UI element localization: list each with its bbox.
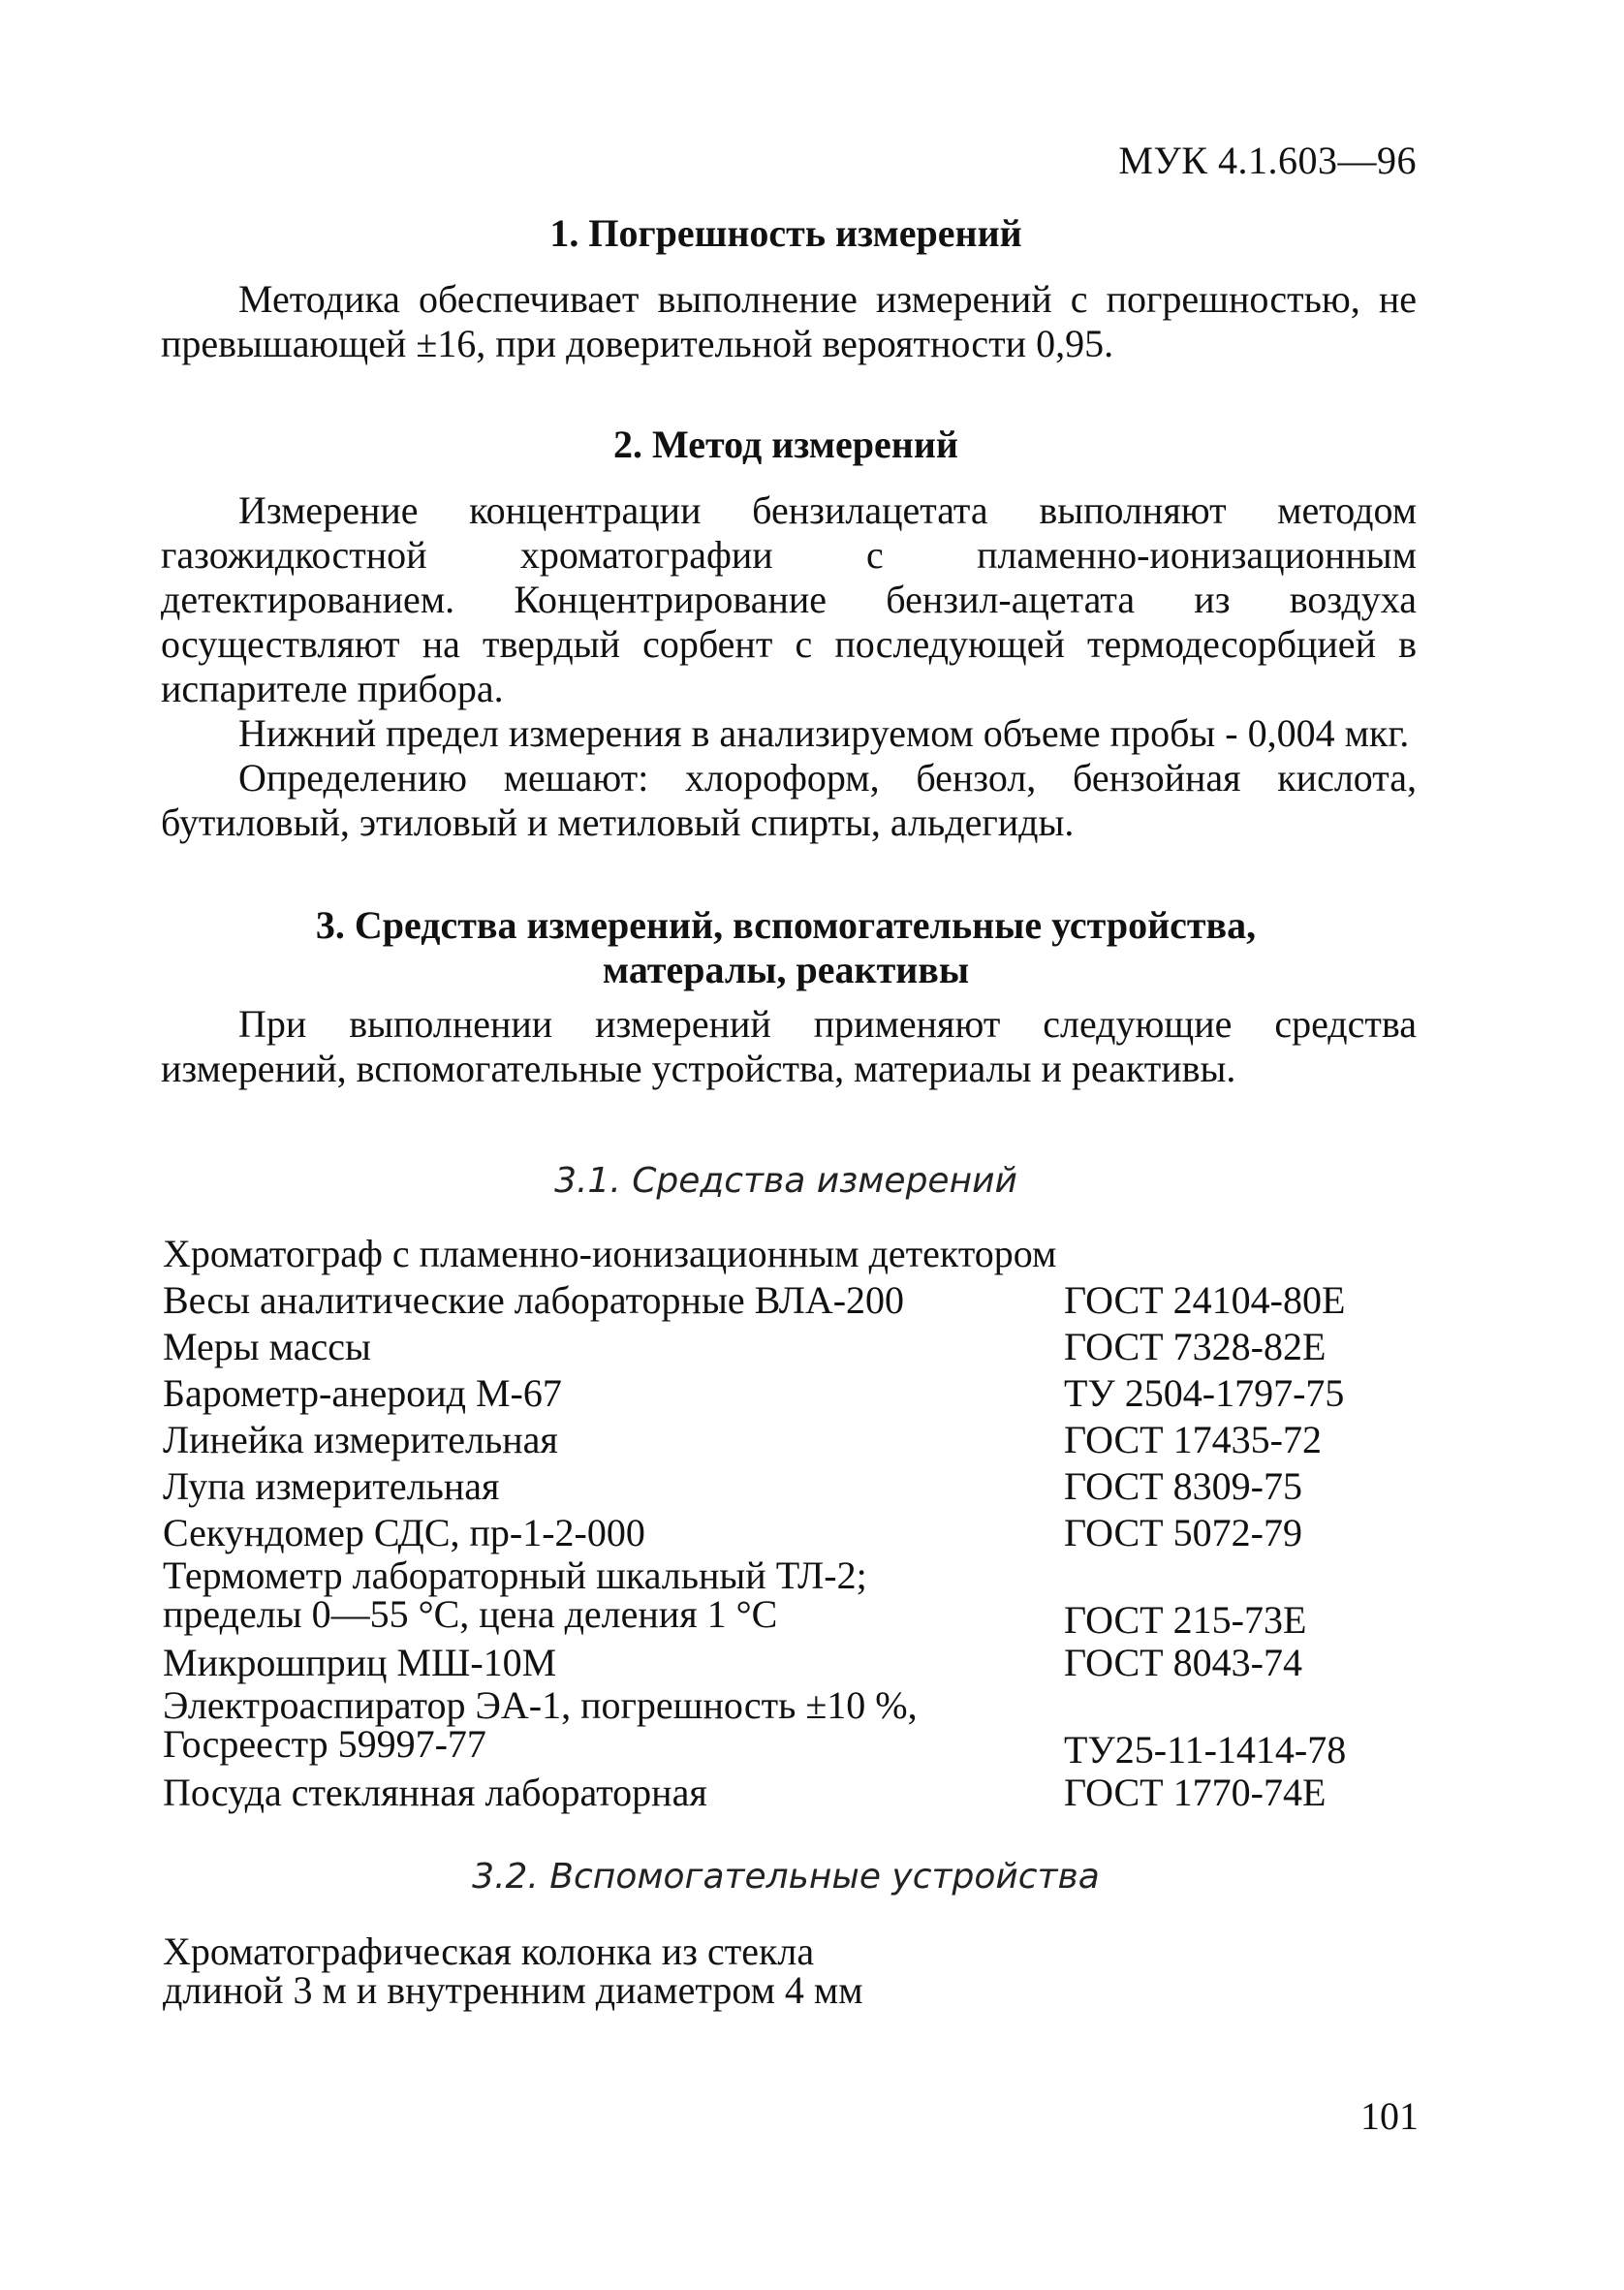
- section-2-paragraph: Измерение концентрации бензилацетата выполняют методом газожидкостной хроматографии с пламенно-ионизационным детектированием. Концентрирование бензил-ацетата из воздуха осуществляют на твердый сорбент с последующей термодесорбцией в испарителе прибора.: [161, 488, 1417, 710]
- section-3-heading: [155, 903, 1417, 992]
- equipment-name: Посуда стеклянная лабораторная: [163, 1771, 707, 1814]
- equipment-name-line2: Госреестр 59997-77: [163, 1722, 486, 1766]
- section-1-text: [161, 277, 1417, 366]
- auxiliary-device-line2: длиной 3 м и внутренним диаметром 4 мм: [163, 1968, 863, 2012]
- section-3-paragraph: При выполнении измерений применяют следующие средства измерений, вспомогательные устройства, материалы и реактивы.: [161, 1002, 1417, 1090]
- equipment-name-line1: Термометр лабораторный шкальный ТЛ-2;: [163, 1553, 867, 1597]
- equipment-standard: ТУ 2504-1797-75: [1064, 1371, 1345, 1415]
- equipment-row: [163, 1770, 1422, 1816]
- section-1-heading: 1. Погрешность измерений: [549, 211, 1022, 255]
- equipment-row: [163, 1277, 1422, 1324]
- auxiliary-device: [163, 1929, 1229, 2012]
- equipment-standard: ТУ25-11-1414-78: [1064, 1728, 1347, 1772]
- equipment-row: [163, 1417, 1422, 1463]
- subsection-3-1-heading: 3.1. Средства измерений: [554, 1161, 1017, 1201]
- equipment-standard: ГОСТ 8309-75: [1064, 1464, 1302, 1508]
- section-3-heading-line2: матералы, реактивы: [602, 948, 970, 991]
- equipment-standard: ГОСТ 5072-79: [1064, 1511, 1302, 1554]
- equipment-row: [163, 1683, 1422, 1772]
- section-2-paragraph: Определению мешают: хлороформ, бензол, бензойная кислота, бутиловый, этиловый и метиловый спирты, альдегиды.: [161, 756, 1417, 844]
- equipment-standard: ГОСТ 8043-74: [1064, 1641, 1302, 1684]
- section-3-text: [161, 1002, 1417, 1091]
- equipment-standard: ГОСТ 24104-80Е: [1064, 1278, 1346, 1322]
- equipment-table: [163, 1231, 1422, 1816]
- equipment-standard: ГОСТ 215-73Е: [1064, 1598, 1307, 1642]
- equipment-row: [163, 1553, 1422, 1642]
- equipment-standard: ГОСТ 7328-82Е: [1064, 1325, 1327, 1368]
- section-2-heading: 2. Метод измерений: [613, 423, 958, 466]
- equipment-name: Хроматограф с пламенно-ионизационным детектором: [163, 1232, 1057, 1275]
- subsection-3-2-heading: 3.2. Вспомогательные устройства: [472, 1857, 1100, 1897]
- equipment-name-line2: пределы 0—55 °С, цена деления 1 °С: [163, 1592, 778, 1636]
- equipment-name: [163, 1553, 867, 1636]
- equipment-name: Секундомер СДС, пр-1-2-000: [163, 1511, 645, 1554]
- equipment-name-line1: Электроаспиратор ЭА-1, погрешность ±10 %,: [163, 1683, 918, 1727]
- page-number: 101: [1360, 2094, 1419, 2138]
- equipment-row: [163, 1370, 1422, 1417]
- equipment-row: [163, 1640, 1422, 1686]
- auxiliary-device-line1: Хроматографическая колонка из стекла: [163, 1929, 815, 1973]
- equipment-row: [163, 1231, 1422, 1277]
- section-2-text: [161, 488, 1417, 845]
- section-1-paragraph: Методика обеспечивает выполнение измерений с погрешностью, не превышающей ±16, при доверительной вероятности 0,95.: [161, 277, 1417, 365]
- equipment-name: Лупа измерительная: [163, 1464, 500, 1508]
- equipment-name: Микрошприц МШ-10М: [163, 1641, 557, 1684]
- section-3-heading-line1: 3. Средства измерений, вспомогательные устройства,: [315, 903, 1257, 947]
- section-2-paragraph: Нижний предел измерения в анализируемом объеме пробы - 0,004 мкг.: [238, 711, 1410, 755]
- equipment-name: Линейка измерительная: [163, 1418, 558, 1461]
- equipment-name: Барометр-анероид М-67: [163, 1371, 562, 1415]
- equipment-standard: ГОСТ 1770-74Е: [1064, 1771, 1327, 1814]
- equipment-name: Меры массы: [163, 1325, 371, 1368]
- equipment-name: Весы аналитические лабораторные ВЛА-200: [163, 1278, 905, 1322]
- equipment-row: [163, 1324, 1422, 1370]
- equipment-standard: ГОСТ 17435-72: [1064, 1418, 1322, 1461]
- document-code: МУК 4.1.603—96: [1118, 139, 1417, 182]
- equipment-row: [163, 1463, 1422, 1510]
- equipment-name: [163, 1683, 918, 1766]
- equipment-row: [163, 1510, 1422, 1556]
